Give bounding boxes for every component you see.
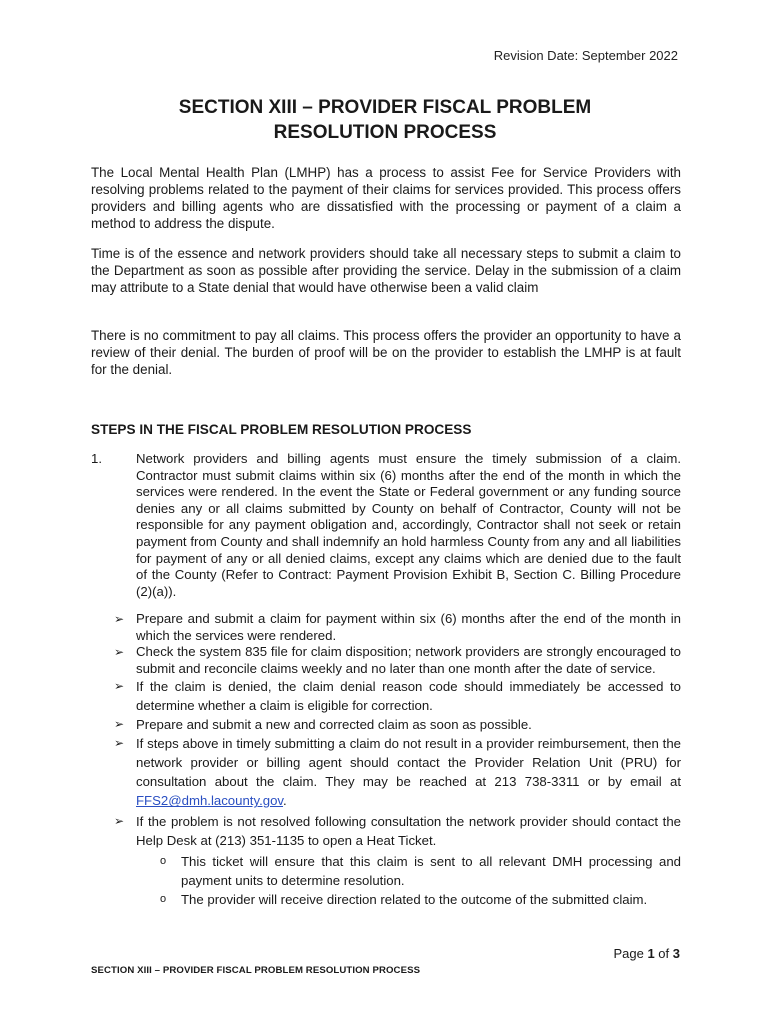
step-bullet-list <box>114 611 681 909</box>
revision-date: Revision Date: September 2022 <box>493 48 678 63</box>
list-item <box>114 812 681 909</box>
bullet-text: If steps above in timely submitting a claim do not result in a provider reimbursement, then the network provider or billing agent should contact the Provider Relation Unit (PRU) for consultation about the claim. They may be reached at 213 738-3311 or by email at <box>136 736 681 790</box>
list-item <box>114 677 681 715</box>
page-of: of <box>658 946 670 961</box>
intro-paragraph-3: There is no commitment to pay all claims. This process offers the provider an opportunity to have a review of their denial. The burden of proof will be on the provider to establish the LMHP is at fault for the denial. <box>91 328 681 377</box>
intro-paragraph-1: The Local Mental Health Plan (LMHP) has a process to assist Fee for Service Providers with resolving problems related to the payment of their claims for services provided. This process offers providers and billing agents who are dissatisfied with the processing or payment of a claim a method to address the dispute. <box>91 165 681 231</box>
list-item <box>136 890 681 909</box>
page-total: 3 <box>672 946 680 961</box>
section-title-line1: SECTION XIII – PROVIDER FISCAL PROBLEM <box>178 97 592 118</box>
step-1-text: Network providers and billing agents must ensure the timely submission of a claim. Contractor must submit claims within six (6) months after the end of the month in which the services were rendered. In the event the State or Federal government or any funding source denies any or all claims submitted by County on behalf of Contractor, County will not be responsible for any payment obligation and, accordingly, Contractor shall not seek or retain payment from County and shall indemnify an hold harmless County from any and all liabilities for payment of any or all denied claims, except any claims which are denied due to the fault of the County (Refer to Contract: Payment Provision Exhibit B, Section C. Billing Procedure (2)(a)). <box>136 451 681 599</box>
arrow-bullet-icon: ➢ <box>114 736 125 751</box>
email-suffix: . <box>283 793 287 809</box>
steps-heading: STEPS IN THE FISCAL PROBLEM RESOLUTION PROCESS <box>91 422 472 437</box>
list-item <box>114 734 681 810</box>
arrow-bullet-icon: ➢ <box>114 717 125 732</box>
page-number <box>613 946 680 961</box>
bullet-text: Prepare and submit a new and corrected claim as soon as possible. <box>136 717 532 733</box>
arrow-bullet-icon: ➢ <box>114 645 125 660</box>
bullet-text: Check the system 835 file for claim disposition; network providers are strongly encouraged to submit and reconcile claims weekly and no later than one month after the date of service. <box>136 644 681 676</box>
circle-bullet-icon: o <box>160 855 167 868</box>
pru-email-link[interactable]: FFS2@dmh.lacounty.gov <box>136 793 284 809</box>
section-title-line2: RESOLUTION PROCESS <box>273 122 497 143</box>
page-label: Page <box>613 946 644 961</box>
section-title <box>90 95 680 145</box>
list-item <box>114 715 681 734</box>
intro-paragraph-2: Time is of the essence and network providers should take all necessary steps to submit a claim to the Department as soon as possible after providing the service. Delay in the submission of a claim may attribute to a State denial that would have otherwise been a valid claim <box>91 246 681 295</box>
bullet-text: If the problem is not resolved following consultation the network provider should contact the Help Desk at (213) 351-1135 to open a Heat Ticket. <box>136 814 681 849</box>
page-footer: SECTION XIII – PROVIDER FISCAL PROBLEM RESOLUTION PROCESS <box>91 965 421 976</box>
circle-bullet-icon: o <box>160 893 167 906</box>
arrow-bullet-icon: ➢ <box>114 679 125 694</box>
bullet-text: If the claim is denied, the claim denial reason code should immediately be accessed to determine whether a claim is eligible for correction. <box>136 679 681 714</box>
page-current: 1 <box>647 946 655 961</box>
list-item <box>136 852 681 890</box>
sub-bullet-list <box>136 852 681 909</box>
arrow-bullet-icon: ➢ <box>114 814 125 829</box>
sub-bullet-text: This ticket will ensure that this claim is sent to all relevant DMH processing and payment units to determine resolution. <box>181 854 681 889</box>
list-item <box>114 644 681 677</box>
sub-bullet-text: The provider will receive direction related to the outcome of the submitted claim. <box>181 892 648 908</box>
step-1-number: 1. <box>91 451 102 466</box>
list-item <box>114 611 681 644</box>
bullet-text: Prepare and submit a claim for payment within six (6) months after the end of the month in which the services were rendered. <box>136 611 681 643</box>
arrow-bullet-icon: ➢ <box>114 612 125 626</box>
